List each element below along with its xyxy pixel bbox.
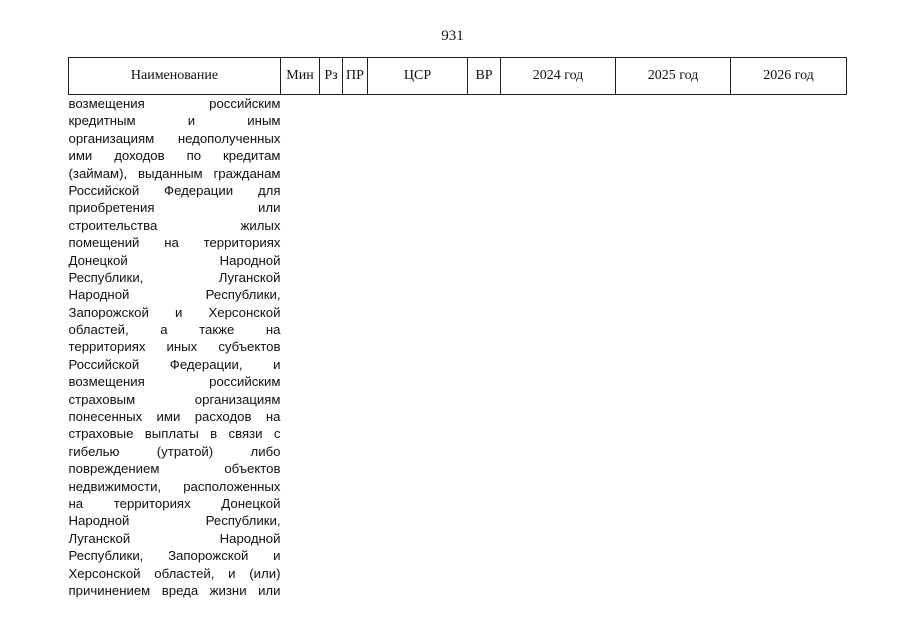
name-line: повреждением объектов	[68, 461, 281, 477]
name-line: Российской Федерации для	[68, 182, 281, 198]
name-line: Республики, Луганской	[68, 269, 281, 285]
name-line: Народной Республики,	[68, 513, 281, 529]
name-line: приобретения или	[68, 200, 281, 216]
header-pr: ПР	[343, 58, 368, 95]
header-row	[69, 58, 847, 95]
header-csr: ЦСР	[368, 58, 468, 95]
page-number: 931	[441, 28, 464, 44]
name-line: ими доходов по кредитам	[68, 148, 281, 164]
row-2026-cell	[731, 95, 847, 600]
name-line: (займам), выданным гражданам	[68, 165, 281, 181]
name-line: Народной Республики,	[68, 287, 281, 303]
name-line: территориях иных субъектов	[68, 339, 281, 355]
row-csr-cell	[368, 95, 468, 600]
header-rz: Рз	[320, 58, 343, 95]
name-line: страховые выплаты в связи с	[68, 426, 281, 442]
name-line: понесенных ими расходов на	[68, 409, 281, 425]
name-line: возмещения российским	[68, 96, 281, 111]
name-line: недвижимости, расположенных	[68, 478, 281, 494]
name-line: помещений на территориях	[68, 235, 281, 251]
name-line: причинением вреда жизни или	[68, 582, 281, 598]
name-line: областей, а также на	[68, 322, 281, 338]
name-line: на территориях Донецкой	[68, 495, 281, 511]
row-2024-cell	[501, 95, 616, 600]
row-name-cell	[69, 95, 281, 600]
header-vr: ВР	[468, 58, 501, 95]
header-name: Наименование	[69, 58, 281, 95]
name-line: Российской Федерации, и	[68, 356, 281, 372]
table-row	[69, 95, 847, 600]
header-2024: 2024 год	[501, 58, 616, 95]
row-vr-cell	[468, 95, 501, 600]
header-min: Мин	[281, 58, 320, 95]
name-line: страховым организациям	[68, 391, 281, 407]
table-body	[69, 95, 847, 600]
table-header	[69, 58, 847, 95]
header-2025: 2025 год	[616, 58, 731, 95]
row-pr-cell	[343, 95, 368, 600]
name-line: Запорожской и Херсонской	[68, 304, 281, 320]
name-line: Луганской Народной	[68, 530, 281, 546]
name-line: Херсонской областей, и (или)	[68, 565, 281, 581]
row-min-cell	[281, 95, 320, 600]
budget-table	[68, 57, 847, 599]
name-line: строительства жилых	[68, 217, 281, 233]
name-line: Республики, Запорожской и	[68, 548, 281, 564]
name-line: кредитным и иным	[68, 113, 281, 129]
name-line: организациям недополученных	[68, 130, 281, 146]
name-line: возмещения российским	[68, 374, 281, 390]
name-line: Донецкой Народной	[68, 252, 281, 268]
name-line: гибелью (утратой) либо	[68, 443, 281, 459]
row-rz-cell	[320, 95, 343, 600]
header-2026: 2026 год	[731, 58, 847, 95]
row-2025-cell	[616, 95, 731, 600]
